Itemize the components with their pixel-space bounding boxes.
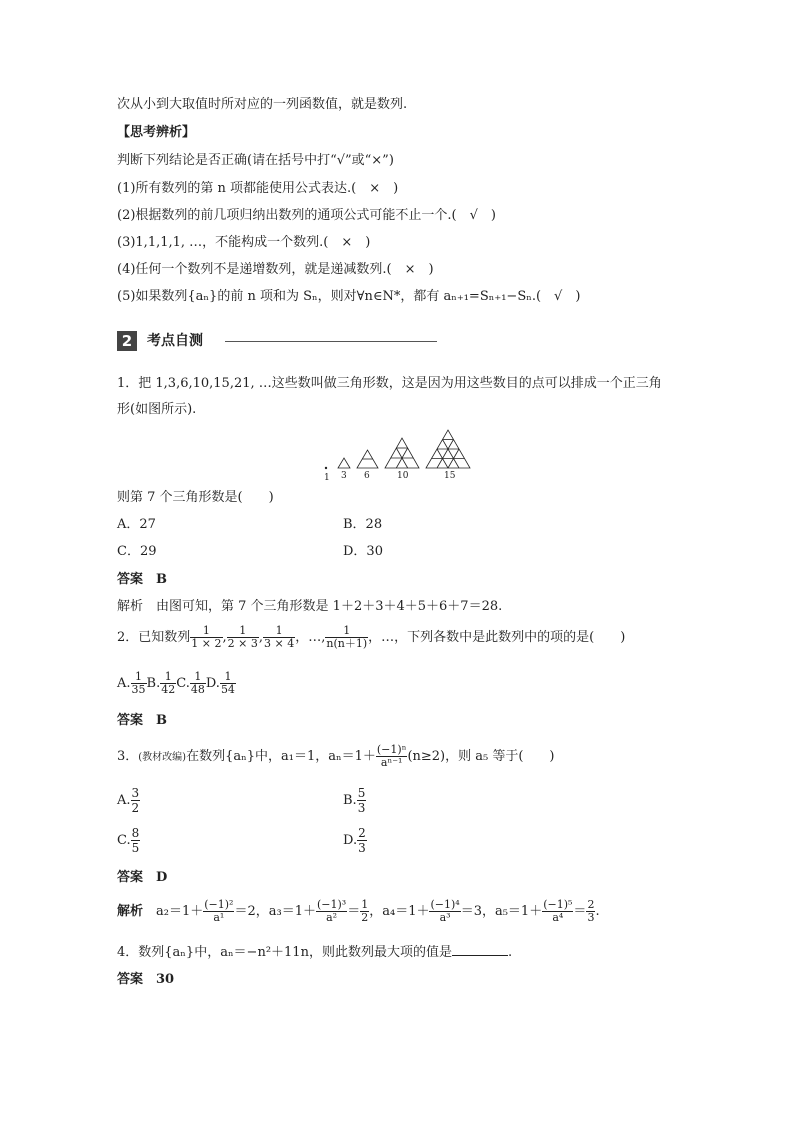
q1-line1: 1．把 1,3,6,10,15,21, …这些数叫做三角形数，这是因为用这些数目的点可以排成一个正三角 <box>117 376 662 391</box>
q2-option-a: A. $\frac{1}{35}$ <box>117 670 146 696</box>
q2-options <box>117 670 236 698</box>
q4-answer: 答案 30 <box>117 972 175 987</box>
q4-stem <box>117 943 512 962</box>
figure-label-1: 1 <box>324 473 330 483</box>
q3-option-a: A. $\frac{3}{2}$ <box>117 786 140 815</box>
triangle-10 <box>385 438 419 468</box>
q2-ellipsis: ，…, <box>295 630 326 645</box>
q3-option-c: C. $\frac{8}{5}$ <box>117 826 140 855</box>
q2-option-d: D. $\frac{1}{54}$ <box>205 670 235 696</box>
q3-analysis-label: 解析 <box>117 904 157 919</box>
dot-figure-1 <box>325 467 327 469</box>
q3-tag: (教材改编) <box>138 752 187 763</box>
q3-answer: 答案 D <box>117 870 168 885</box>
q2-term-n: $\frac{1}{n(n+1)}$ <box>326 624 368 650</box>
intro-line: 次从小到大取值时所对应的一列函数值，就是数列. <box>117 97 408 112</box>
figure-label-3: 3 <box>341 471 347 481</box>
q2-prefix: 2．已知数列 <box>117 630 191 645</box>
section-header <box>117 331 437 351</box>
q1-question: 则第 7 个三角形数是( ) <box>117 490 274 505</box>
figure-label-10: 10 <box>397 471 409 481</box>
q3-analysis-part-6: $\frac{2}{3}$ . <box>587 898 600 924</box>
q2-term-1: $\frac{1}{1 \times 2}$ <box>191 624 222 650</box>
q2-answer: 答案 B <box>117 713 167 728</box>
q1-line2: 形(如图所示). <box>117 402 197 417</box>
section-title: 考点自测 <box>147 333 203 349</box>
q3-analysis-part-2: a₃＝1＋ $\frac{\text{(−1)³}}{\text{a²}}$ ＝ <box>268 898 361 924</box>
q3-stem-fraction: $\frac{\text{(−1)ⁿ}}{\text{aⁿ⁻¹}}$ <box>376 743 407 769</box>
q2-term-3: $\frac{1}{3 \times 4}$ <box>264 624 295 650</box>
triangle-15 <box>426 430 470 468</box>
judgment-2: (2)根据数列的前几项归纳出数列的通项公式可能不止一个.( √ ) <box>117 208 496 223</box>
judgment-1: (1)所有数列的第 n 项都能使用公式表达.( × ) <box>117 181 399 196</box>
q3-analysis-part-1: a₂＝1＋ $\frac{\text{(−1)²}}{\text{a¹}}$ ＝2， <box>156 898 269 924</box>
q3-stem-b: (n≥2)，则 a₅ 等于( ) <box>407 749 555 764</box>
q3-analysis-part-5: a₅＝1＋ $\frac{\text{(−1)⁵}}{\text{a⁴}}$ ＝ <box>494 898 587 924</box>
q2-stem: 2．已知数列 $\frac{1}{1 \times 2}$ , $\frac{1}{2 \times 3}$ , $\frac{1}{3 \times 4}$ ，…, $\frac{1}{n(n+1)}$ ，…，下列各数中是此数列中的项的是( ) <box>117 624 626 650</box>
judgment-5: (5)如果数列{aₙ}的前 n 项和为 Sₙ，则对∀n∈N*，都有 aₙ₊₁=Sₙ₊₁−Sₙ.( √ ) <box>117 289 581 304</box>
q1-option-d: D．30 <box>343 544 383 559</box>
q4-answer-blank <box>452 943 508 956</box>
q1-analysis: 解析 由图可知，第 7 个三角形数是 1＋2＋3＋4＋5＋6＋7＝28. <box>117 599 503 614</box>
figure-label-6: 6 <box>364 471 370 481</box>
q3-analysis <box>117 897 600 927</box>
q4-stem-a: 4．数列{aₙ}中，aₙ＝−n²＋11n，则此数列最大项的值是 <box>117 945 452 960</box>
q1-option-b: B．28 <box>343 517 383 532</box>
think-heading: 【思考辨析】 <box>117 125 196 140</box>
q3-option-d: D. $\frac{2}{3}$ <box>343 826 366 855</box>
section-rule <box>225 341 437 342</box>
triangle-6 <box>357 450 378 468</box>
q2-suffix: ，…，下列各数中是此数列中的项的是( ) <box>368 630 626 645</box>
q3-option-b: B. $\frac{5}{3}$ <box>343 786 366 815</box>
q1-option-c: C．29 <box>117 544 157 559</box>
q3-analysis-part-4: a₄＝1＋ $\frac{\text{(−1)⁴}}{\text{a³}}$ ＝3， <box>382 898 495 924</box>
q2-option-b: B. $\frac{1}{42}$ <box>146 670 176 696</box>
q2-term-2: $\frac{1}{2 \times 3}$ <box>227 624 258 650</box>
q1-answer: 答案 B <box>117 572 167 587</box>
q3-analysis-part-3: $\frac{1}{2}$ ， <box>361 898 383 924</box>
judgment-3: (3)1,1,1,1, …，不能构成一个数列.( × ) <box>117 235 371 250</box>
section-number: 2 <box>117 331 137 351</box>
triangle-3 <box>338 458 350 468</box>
q3-stem <box>117 742 555 773</box>
figure-label-15: 15 <box>444 471 456 481</box>
q2-option-c: C. $\frac{1}{48}$ <box>176 670 205 696</box>
triangle-numbers-figure <box>320 424 480 484</box>
q3-stem-a: 在数列{aₙ}中，a₁＝1，aₙ＝1＋ <box>186 749 376 764</box>
judgment-4: (4)任何一个数列不是递增数列，就是递减数列.( × ) <box>117 262 434 277</box>
q1-option-a: A．27 <box>117 517 156 532</box>
judge-instruction: 判断下列结论是否正确(请在括号中打“√”或“×”) <box>117 153 394 168</box>
q4-stem-b: . <box>507 945 513 960</box>
q3-prefix: 3． <box>117 749 139 764</box>
